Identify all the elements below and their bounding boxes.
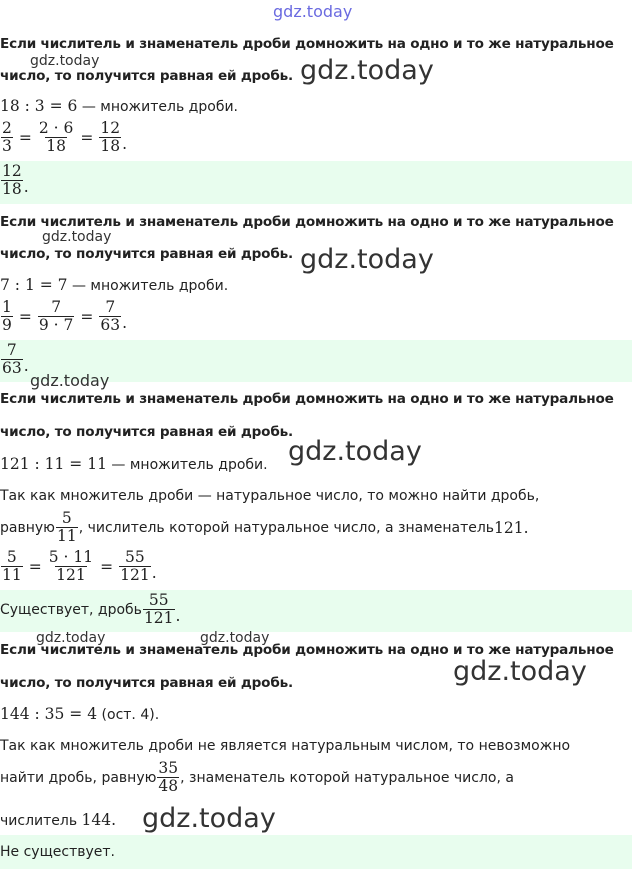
fraction: $\frac{2 \cdot 6}{18}$ bbox=[38, 119, 74, 155]
answer-band: Существует, дробь $\frac{55}{121}$ . bbox=[0, 590, 632, 632]
rule-line2: число, то получится равная ей дробь. bbox=[0, 675, 293, 691]
fraction: $\frac{2}{3}$ bbox=[2, 119, 12, 155]
explain-line2: найти дробь, равную $\frac{35}{48}$ , знаменатель которой натуральное число, а bbox=[0, 759, 514, 795]
watermark: gdz.today bbox=[30, 371, 110, 390]
watermark: gdz.today bbox=[30, 53, 100, 69]
fraction: $\frac{5}{11}$ bbox=[2, 548, 22, 584]
answer-band: $\frac{7}{63}$ . bbox=[0, 340, 632, 382]
watermark-top: gdz.today bbox=[273, 2, 353, 21]
explain-line2: равную $\frac{5}{11}$ , числитель которой натуральное число, а знаменатель 121 . bbox=[0, 509, 529, 545]
factor-line: 144 : 35 = 4 (ост. 4). bbox=[0, 705, 160, 723]
rule-line2: число, то получится равная ей дробь. bbox=[0, 68, 293, 84]
rule-line2: число, то получится равная ей дробь. bbox=[0, 246, 293, 262]
answer-fraction: $\frac{55}{121}$ bbox=[143, 591, 174, 627]
watermark: gdz.today bbox=[300, 55, 434, 86]
answer-text: Не существует. bbox=[0, 844, 115, 860]
factor-expr: 18 : 3 = 6 bbox=[0, 97, 78, 115]
rule-line1: Если числитель и знаменатель дроби домножить на одно и то же натуральное bbox=[0, 391, 614, 407]
watermark: gdz.today bbox=[36, 630, 106, 646]
factor-text: — множитель дроби. bbox=[77, 99, 238, 115]
watermark: gdz.today bbox=[42, 229, 112, 245]
explain-line3: числитель 144. bbox=[0, 811, 117, 829]
fraction: $\frac{7}{9 \cdot 7}$ bbox=[38, 298, 74, 334]
watermark: gdz.today bbox=[142, 803, 276, 834]
rule-line1: Если числитель и знаменатель дроби домножить на одно и то же натуральное bbox=[0, 36, 614, 52]
rule-line2: число, то получится равная ей дробь. bbox=[0, 424, 293, 440]
watermark: gdz.today bbox=[300, 244, 434, 275]
fraction-equation: $\frac{2}{3}$ = $\frac{2 \cdot 6}{18}$ = $\frac{12}{18}$ . bbox=[2, 119, 128, 155]
rule-line1: Если числитель и знаменатель дроби домножить на одно и то же натуральное bbox=[0, 214, 614, 230]
explain-line1: Так как множитель дроби — натуральное число, то можно найти дробь, bbox=[0, 488, 540, 504]
explain-line1: Так как множитель дроби не является натуральным числом, то невозможно bbox=[0, 738, 571, 754]
fraction: $\frac{55}{121}$ bbox=[120, 548, 150, 584]
watermark: gdz.today bbox=[453, 656, 587, 687]
answer-band bbox=[0, 835, 632, 869]
factor-line: 7 : 1 = 7 — множитель дроби. bbox=[0, 276, 229, 294]
fraction: $\frac{5}{11}$ bbox=[56, 509, 77, 545]
factor-line: 121 : 11 = 11 — множитель дроби. bbox=[0, 455, 268, 473]
watermark: gdz.today bbox=[200, 630, 270, 646]
fraction: $\frac{12}{18}$ bbox=[100, 119, 121, 155]
factor-line bbox=[0, 97, 238, 115]
answer-fraction: $\frac{7}{63}$ bbox=[2, 341, 22, 377]
fraction: $\frac{35}{48}$ bbox=[158, 759, 179, 795]
fraction: $\frac{5 \cdot 11}{121}$ bbox=[48, 548, 94, 584]
watermark: gdz.today bbox=[288, 436, 422, 467]
answer-fraction: $\frac{12}{18}$ bbox=[2, 162, 22, 198]
fraction: $\frac{1}{9}$ bbox=[2, 298, 12, 334]
fraction: $\frac{7}{63}$ bbox=[100, 298, 121, 334]
rule-line1: Если числитель и знаменатель дроби домножить на одно и то же натуральное bbox=[0, 642, 614, 658]
fraction-equation: $\frac{5}{11}$ = $\frac{5 \cdot 11}{121}$ = $\frac{55}{121}$ . bbox=[2, 548, 157, 584]
answer-band: $\frac{12}{18}$ . bbox=[0, 161, 632, 204]
fraction-equation: $\frac{1}{9}$ = $\frac{7}{9 \cdot 7}$ = $\frac{7}{63}$ . bbox=[2, 298, 128, 334]
